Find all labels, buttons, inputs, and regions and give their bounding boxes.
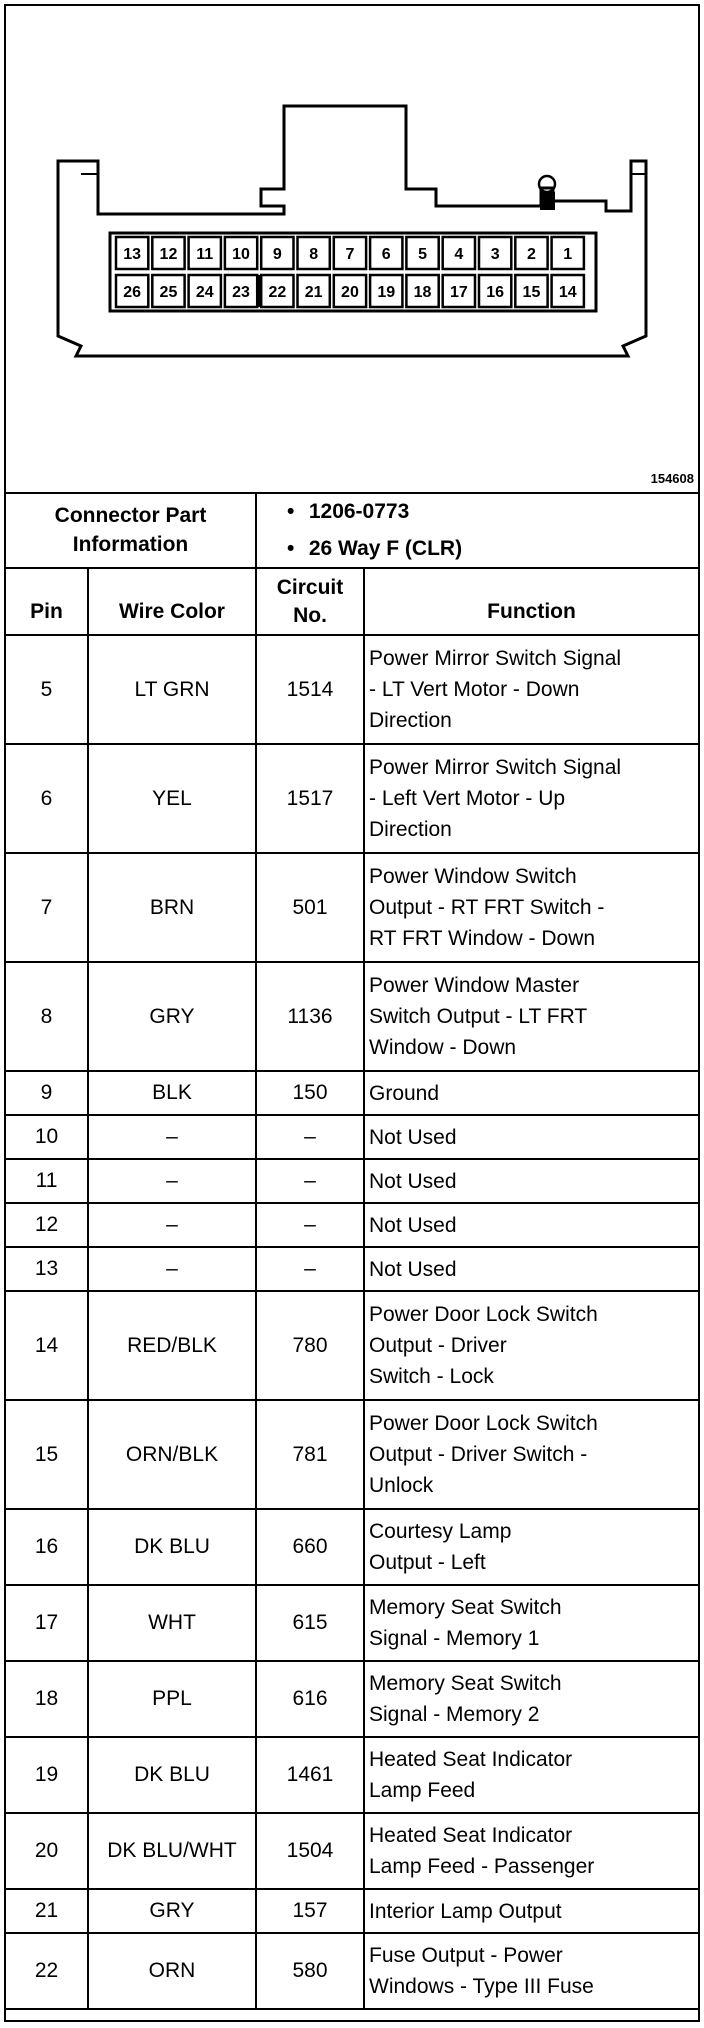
connector-pin-row-bottom (116, 275, 584, 307)
connector-pin-label: 10 (232, 246, 250, 263)
circuit-cell: 660 (256, 1509, 364, 1585)
connector-pin-label: 1 (563, 246, 573, 263)
circuit-cell: 615 (256, 1585, 364, 1661)
pin-cell: 21 (6, 1889, 88, 1933)
table-row (6, 1661, 698, 1737)
circuit-cell: 1136 (256, 962, 364, 1071)
table-row (6, 853, 698, 962)
function-line: - Left Vert Motor - Up (369, 787, 566, 810)
pin-cell: 13 (6, 1247, 88, 1291)
connector-part-info-row (6, 492, 698, 568)
function-cell (364, 1509, 698, 1585)
function-cell (364, 1661, 698, 1737)
pin-cell: 10 (6, 1115, 88, 1159)
function-line: Power Window Master (369, 974, 580, 997)
connector-pin-label: 12 (159, 246, 178, 263)
function-line: Output - Left (369, 1551, 486, 1574)
wire-color-cell: YEL (88, 744, 256, 853)
wire-color-cell: WHT (88, 1585, 256, 1661)
circuit-cell: 150 (256, 1071, 364, 1115)
function-cell (364, 1203, 698, 1247)
table-row (6, 1585, 698, 1661)
header-pin: Pin (6, 568, 88, 635)
pin-cell: 15 (6, 1400, 88, 1509)
connector-polarization-key (256, 275, 261, 307)
function-cell (364, 1159, 698, 1203)
function-cell (364, 1933, 698, 2009)
wire-color-cell: GRY (88, 962, 256, 1071)
table-row (6, 1813, 698, 1889)
connector-pin-label: 4 (454, 246, 464, 263)
circuit-cell: 1517 (256, 744, 364, 853)
pin-cell: 19 (6, 1737, 88, 1813)
function-line: Power Door Lock Switch (369, 1412, 598, 1435)
function-line: Interior Lamp Output (369, 1899, 562, 1923)
function-line: Memory Seat Switch (369, 1596, 562, 1619)
connector-pin-label: 21 (304, 284, 323, 301)
wire-color-cell: – (88, 1159, 256, 1203)
table-row (6, 1071, 698, 1115)
function-line: Direction (369, 818, 452, 841)
function-line: Power Mirror Switch Signal (369, 756, 622, 779)
connector-pin-label: 2 (526, 246, 536, 263)
function-cell (364, 962, 698, 1071)
function-line: Direction (369, 709, 452, 732)
function-line: Windows - Type III Fuse (369, 1975, 594, 1998)
function-line: Output - Driver Switch - (369, 1443, 588, 1466)
connector-pin-label: 3 (490, 246, 500, 263)
function-cell (364, 1889, 698, 1933)
connector-description: • 26 Way F (CLR) (287, 536, 463, 560)
connector-pin-label: 8 (309, 246, 319, 263)
function-line: Fuse Output - Power (369, 1944, 563, 1967)
function-line: Not Used (369, 1213, 457, 1237)
table-row (6, 1737, 698, 1813)
function-line: Signal - Memory 2 (369, 1703, 540, 1726)
circuit-cell: 1461 (256, 1737, 364, 1813)
pin-cell: 5 (6, 635, 88, 744)
connector-pin-label: 18 (413, 284, 432, 301)
function-line: Power Mirror Switch Signal (369, 647, 622, 670)
pin-cell: 17 (6, 1585, 88, 1661)
function-line: Not Used (369, 1169, 457, 1193)
table-row (6, 962, 698, 1071)
wire-color-cell: RED/BLK (88, 1291, 256, 1400)
connector-pin-label: 22 (268, 284, 287, 301)
connector-pin-label: 6 (381, 246, 391, 263)
function-line: Heated Seat Indicator (369, 1748, 573, 1771)
circuit-cell: – (256, 1159, 364, 1203)
circuit-cell: 616 (256, 1661, 364, 1737)
circuit-cell: 781 (256, 1400, 364, 1509)
wire-color-cell: BLK (88, 1071, 256, 1115)
wire-color-cell: GRY (88, 1889, 256, 1933)
pin-cell: 11 (6, 1159, 88, 1203)
function-line: Courtesy Lamp (369, 1520, 512, 1543)
header-function: Function (364, 568, 698, 635)
function-cell (364, 853, 698, 962)
function-cell (364, 1247, 698, 1291)
connector-pin-label: 20 (341, 284, 359, 301)
function-cell (364, 1115, 698, 1159)
function-line: RT FRT Window - Down (369, 927, 596, 950)
pin-cell: 12 (6, 1203, 88, 1247)
circuit-cell: 157 (256, 1889, 364, 1933)
wire-color-cell: DK BLU/WHT (88, 1813, 256, 1889)
circuit-cell: 1514 (256, 635, 364, 744)
wire-color-cell: LT GRN (88, 635, 256, 744)
pin-cell: 9 (6, 1071, 88, 1115)
connector-pin-label: 17 (449, 284, 468, 301)
pin-cell: 20 (6, 1813, 88, 1889)
circuit-cell: – (256, 1203, 364, 1247)
function-line: Ground (369, 1081, 440, 1105)
circuit-cell: 580 (256, 1933, 364, 2009)
circuit-cell: – (256, 1247, 364, 1291)
function-line: Heated Seat Indicator (369, 1824, 573, 1847)
connector-pin-label: 13 (123, 246, 142, 263)
function-line: Output - Driver (369, 1334, 507, 1357)
function-line: Window - Down (369, 1036, 517, 1059)
table-row (6, 1400, 698, 1509)
function-cell (364, 1585, 698, 1661)
table-row (6, 1159, 698, 1203)
connector-pin-label: 11 (196, 246, 214, 263)
function-line: Lamp Feed (369, 1779, 476, 1802)
pin-cell: 8 (6, 962, 88, 1071)
connector-pin-label: 7 (345, 246, 355, 263)
connector-pin-label: 16 (486, 284, 505, 301)
function-line: Switch Output - LT FRT (369, 1005, 588, 1028)
function-line: - LT Vert Motor - Down (369, 678, 580, 701)
function-cell (364, 744, 698, 853)
connector-pin-label: 19 (377, 284, 396, 301)
connector-pin-label: 26 (123, 284, 142, 301)
function-line: Switch - Lock (369, 1365, 494, 1388)
function-cell (364, 635, 698, 744)
header-wire-color: Wire Color (88, 568, 256, 635)
connector-part-info-values (256, 492, 698, 568)
pinout-sheet (4, 4, 700, 2022)
function-cell (364, 1400, 698, 1509)
wire-color-cell: – (88, 1115, 256, 1159)
table-header-row (6, 568, 698, 635)
wire-color-cell: ORN/BLK (88, 1400, 256, 1509)
pin-cell: 6 (6, 744, 88, 853)
table-row (6, 1203, 698, 1247)
function-cell (364, 1737, 698, 1813)
connector-pin-label: 5 (418, 246, 428, 263)
function-cell (364, 1291, 698, 1400)
function-line: Power Door Lock Switch (369, 1303, 598, 1326)
function-line: Output - RT FRT Switch - (369, 896, 605, 919)
circuit-cell: – (256, 1115, 364, 1159)
function-line: Signal - Memory 1 (369, 1627, 540, 1650)
circuit-cell: 1504 (256, 1813, 364, 1889)
connector-pin-label: 9 (272, 246, 282, 263)
circuit-cell: 780 (256, 1291, 364, 1400)
function-line: Not Used (369, 1257, 457, 1281)
wire-color-cell: – (88, 1203, 256, 1247)
pin-cell: 18 (6, 1661, 88, 1737)
pinout-table (6, 492, 698, 2010)
connector-pin-label: 23 (232, 284, 250, 301)
wire-color-cell: – (88, 1247, 256, 1291)
function-line: Lamp Feed - Passenger (369, 1855, 595, 1878)
function-line: Power Window Switch (369, 865, 577, 888)
pin-cell: 22 (6, 1933, 88, 2009)
wire-color-cell: BRN (88, 853, 256, 962)
function-line: Unlock (369, 1474, 434, 1497)
connector-part-info-label: Connector Part Information (6, 492, 256, 568)
connector-pin-row-top (116, 237, 584, 269)
function-line: Not Used (369, 1125, 457, 1149)
function-cell (364, 1813, 698, 1889)
table-row (6, 1115, 698, 1159)
table-row (6, 1291, 698, 1400)
pin-cell: 14 (6, 1291, 88, 1400)
connector-pin-label: 25 (159, 284, 178, 301)
connector-face-drawing (6, 6, 698, 492)
connector-pin-label: 24 (195, 284, 214, 301)
table-row (6, 1933, 698, 2009)
connector-pin-label: 15 (522, 284, 541, 301)
header-circuit-no: Circuit No. (256, 568, 364, 635)
wire-color-cell: ORN (88, 1933, 256, 2009)
circuit-cell: 501 (256, 853, 364, 962)
figure-number: 154608 (650, 471, 694, 486)
table-row (6, 1889, 698, 1933)
part-number: • 1206-0773 (287, 499, 410, 523)
wire-color-cell: PPL (88, 1661, 256, 1737)
pin-cell: 7 (6, 853, 88, 962)
table-row (6, 1509, 698, 1585)
table-row (6, 1247, 698, 1291)
table-row (6, 744, 698, 853)
wire-color-cell: DK BLU (88, 1509, 256, 1585)
pin-cell: 16 (6, 1509, 88, 1585)
function-cell (364, 1071, 698, 1115)
function-line: Memory Seat Switch (369, 1672, 562, 1695)
connector-diagram (6, 6, 698, 494)
connector-pin-label: 14 (558, 284, 577, 301)
wire-color-cell: DK BLU (88, 1737, 256, 1813)
table-row (6, 635, 698, 744)
